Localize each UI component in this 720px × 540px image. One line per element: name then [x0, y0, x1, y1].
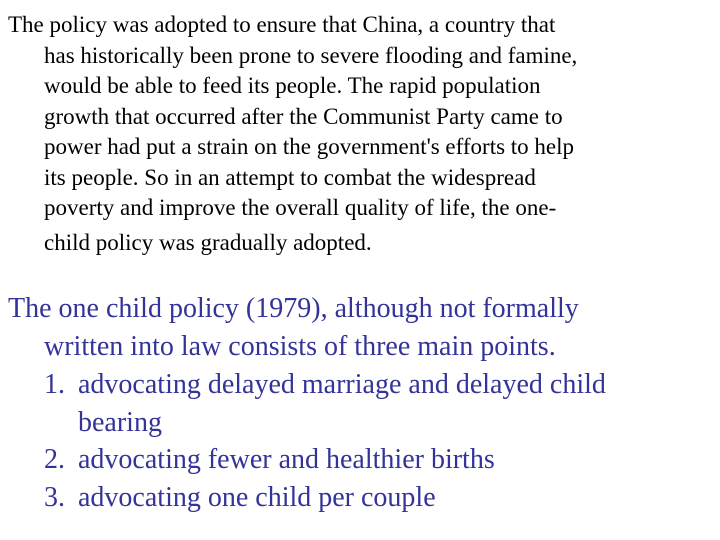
intro-line: The policy was adopted to ensure that China, a country that	[8, 12, 556, 37]
point-text: advocating delayed marriage and delayed child	[78, 369, 606, 400]
intro-paragraph	[8, 10, 708, 258]
intro-line: growth that occurred after the Communist Party came to	[44, 103, 563, 129]
policy-point	[44, 366, 606, 441]
point-number: 2.	[44, 444, 65, 475]
policy-point	[44, 441, 606, 479]
intro-line: power had put a strain on the government's efforts to help	[44, 134, 575, 159]
intro-line: its people. So in an attempt to combat the widespread	[44, 164, 536, 190]
intro-line: would be able to feed its people. The rapid population	[44, 73, 541, 98]
point-text: advocating one child per couple	[78, 481, 436, 513]
point-text: bearing	[78, 406, 162, 438]
policy-point	[44, 479, 606, 517]
policy-line: written into law consists of three main points.	[44, 330, 556, 362]
policy-line: The one child policy (1979), although not formally	[8, 293, 579, 324]
point-text: advocating fewer and healthier births	[78, 444, 495, 475]
point-number: 1.	[44, 369, 65, 400]
policy-points-list	[44, 366, 606, 516]
intro-line: has historically been prone to severe flooding and famine,	[44, 42, 578, 68]
intro-line: poverty and improve the overall quality of life, the one-	[44, 195, 557, 220]
intro-line: child policy was gradually adopted.	[44, 229, 372, 255]
point-number: 3.	[44, 481, 65, 513]
policy-paragraph	[8, 290, 712, 365]
